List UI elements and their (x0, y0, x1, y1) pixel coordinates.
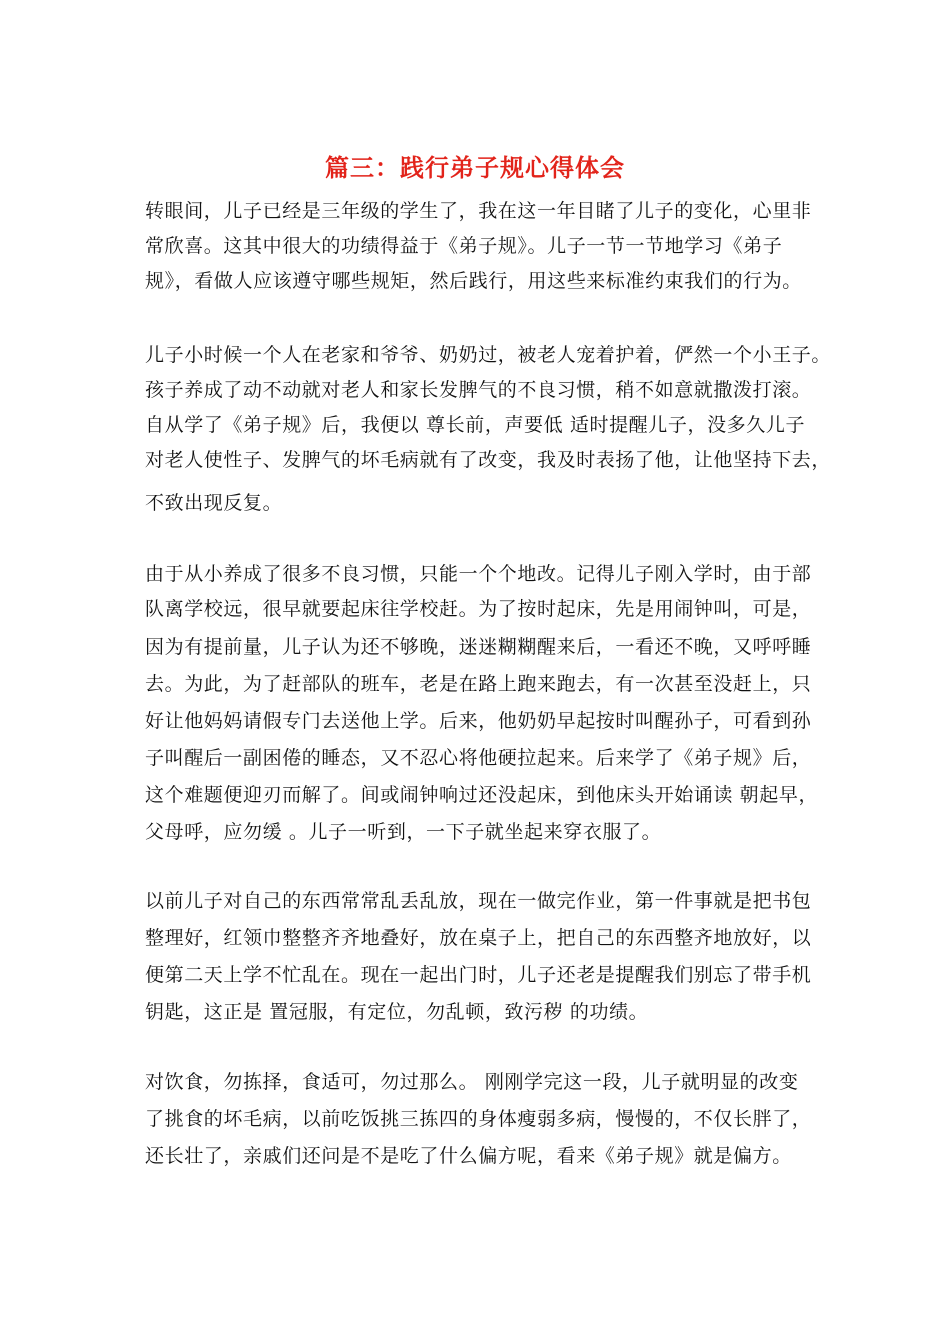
text-line: 子叫醒后一副困倦的睡态，又不忍心将他硬拉起来。后来学了《弟子规》后， (145, 747, 812, 769)
text-line: 父母呼，应勿缓 。儿子一听到，一下子就坐起来穿衣服了。 (145, 821, 662, 843)
text-line: 由于从小养成了很多不良习惯，只能一个个地改。记得儿子刚入学时，由于部 (145, 563, 812, 585)
text-line: 不致出现反复。 (145, 492, 283, 514)
text-line: 孩子养成了动不动就对老人和家长发脾气的不良习惯，稍不如意就撒泼打滚。 (145, 379, 812, 401)
text-line: 对老人使性子、发脾气的坏毛病就有了改变，我及时表扬了他，让他坚持下去， (145, 449, 832, 471)
text-line: 整理好，红领巾整整齐齐地叠好，放在桌子上，把自己的东西整齐地放好，以 (145, 927, 812, 949)
text-line: 规》，看做人应该遵守哪些规矩，然后践行，用这些来标准约束我们的行为。 (145, 270, 802, 292)
text-line: 这个难题便迎刃而解了。间或闹钟响过还没起床，到他床头开始诵读 朝起早， (145, 784, 819, 806)
text-line: 以前儿子对自己的东西常常乱丢乱放，现在一做完作业，第一件事就是把书包 (145, 890, 812, 912)
text-line: 好让他妈妈请假专门去送他上学。后来，他奶奶早起按时叫醒孙子，可看到孙 (145, 710, 812, 732)
text-line: 去。为此，为了赶部队的班车，老是在路上跑来跑去，有一次甚至没赶上，只 (145, 673, 812, 695)
text-line: 对饮食，勿拣择，食适可，勿过那么。 刚刚学完这一段，儿子就明显的改变 (145, 1071, 799, 1093)
document-title: 篇三：践行弟子规心得体会 (325, 154, 625, 182)
text-line: 自从学了《弟子规》后，我便以 尊长前，声要低 适时提醒儿子，没多久儿子 (145, 414, 806, 436)
text-line: 队离学校远，很早就要起床往学校赶。为了按时起床，先是用闹钟叫，可是， (145, 598, 812, 620)
text-line: 转眼间，儿子已经是三年级的学生了，我在这一年目睹了儿子的变化，心里非 (145, 200, 812, 222)
text-line: 了挑食的坏毛病，以前吃饭挑三拣四的身体瘦弱多病，慢慢的，不仅长胖了， (145, 1108, 812, 1130)
text-line: 钥匙，这正是 置冠服，有定位，勿乱顿，致污秽 的功绩。 (145, 1001, 649, 1023)
text-line: 儿子小时候一个人在老家和爷爷、奶奶过，被老人宠着护着，俨然一个小王子。 (145, 344, 832, 366)
text-line: 还长壮了，亲戚们还问是不是吃了什么偏方呢，看来《弟子规》就是偏方。 (145, 1145, 792, 1167)
text-line: 因为有提前量，儿子认为还不够晚，迷迷糊糊醒来后，一看还不晚，又呼呼睡 (145, 636, 812, 658)
text-line: 便第二天上学不忙乱在。现在一起出门时，儿子还老是提醒我们别忘了带手机 (145, 964, 812, 986)
text-line: 常欣喜。这其中很大的功绩得益于《弟子规》。儿子一节一节地学习《弟子 (145, 235, 783, 257)
